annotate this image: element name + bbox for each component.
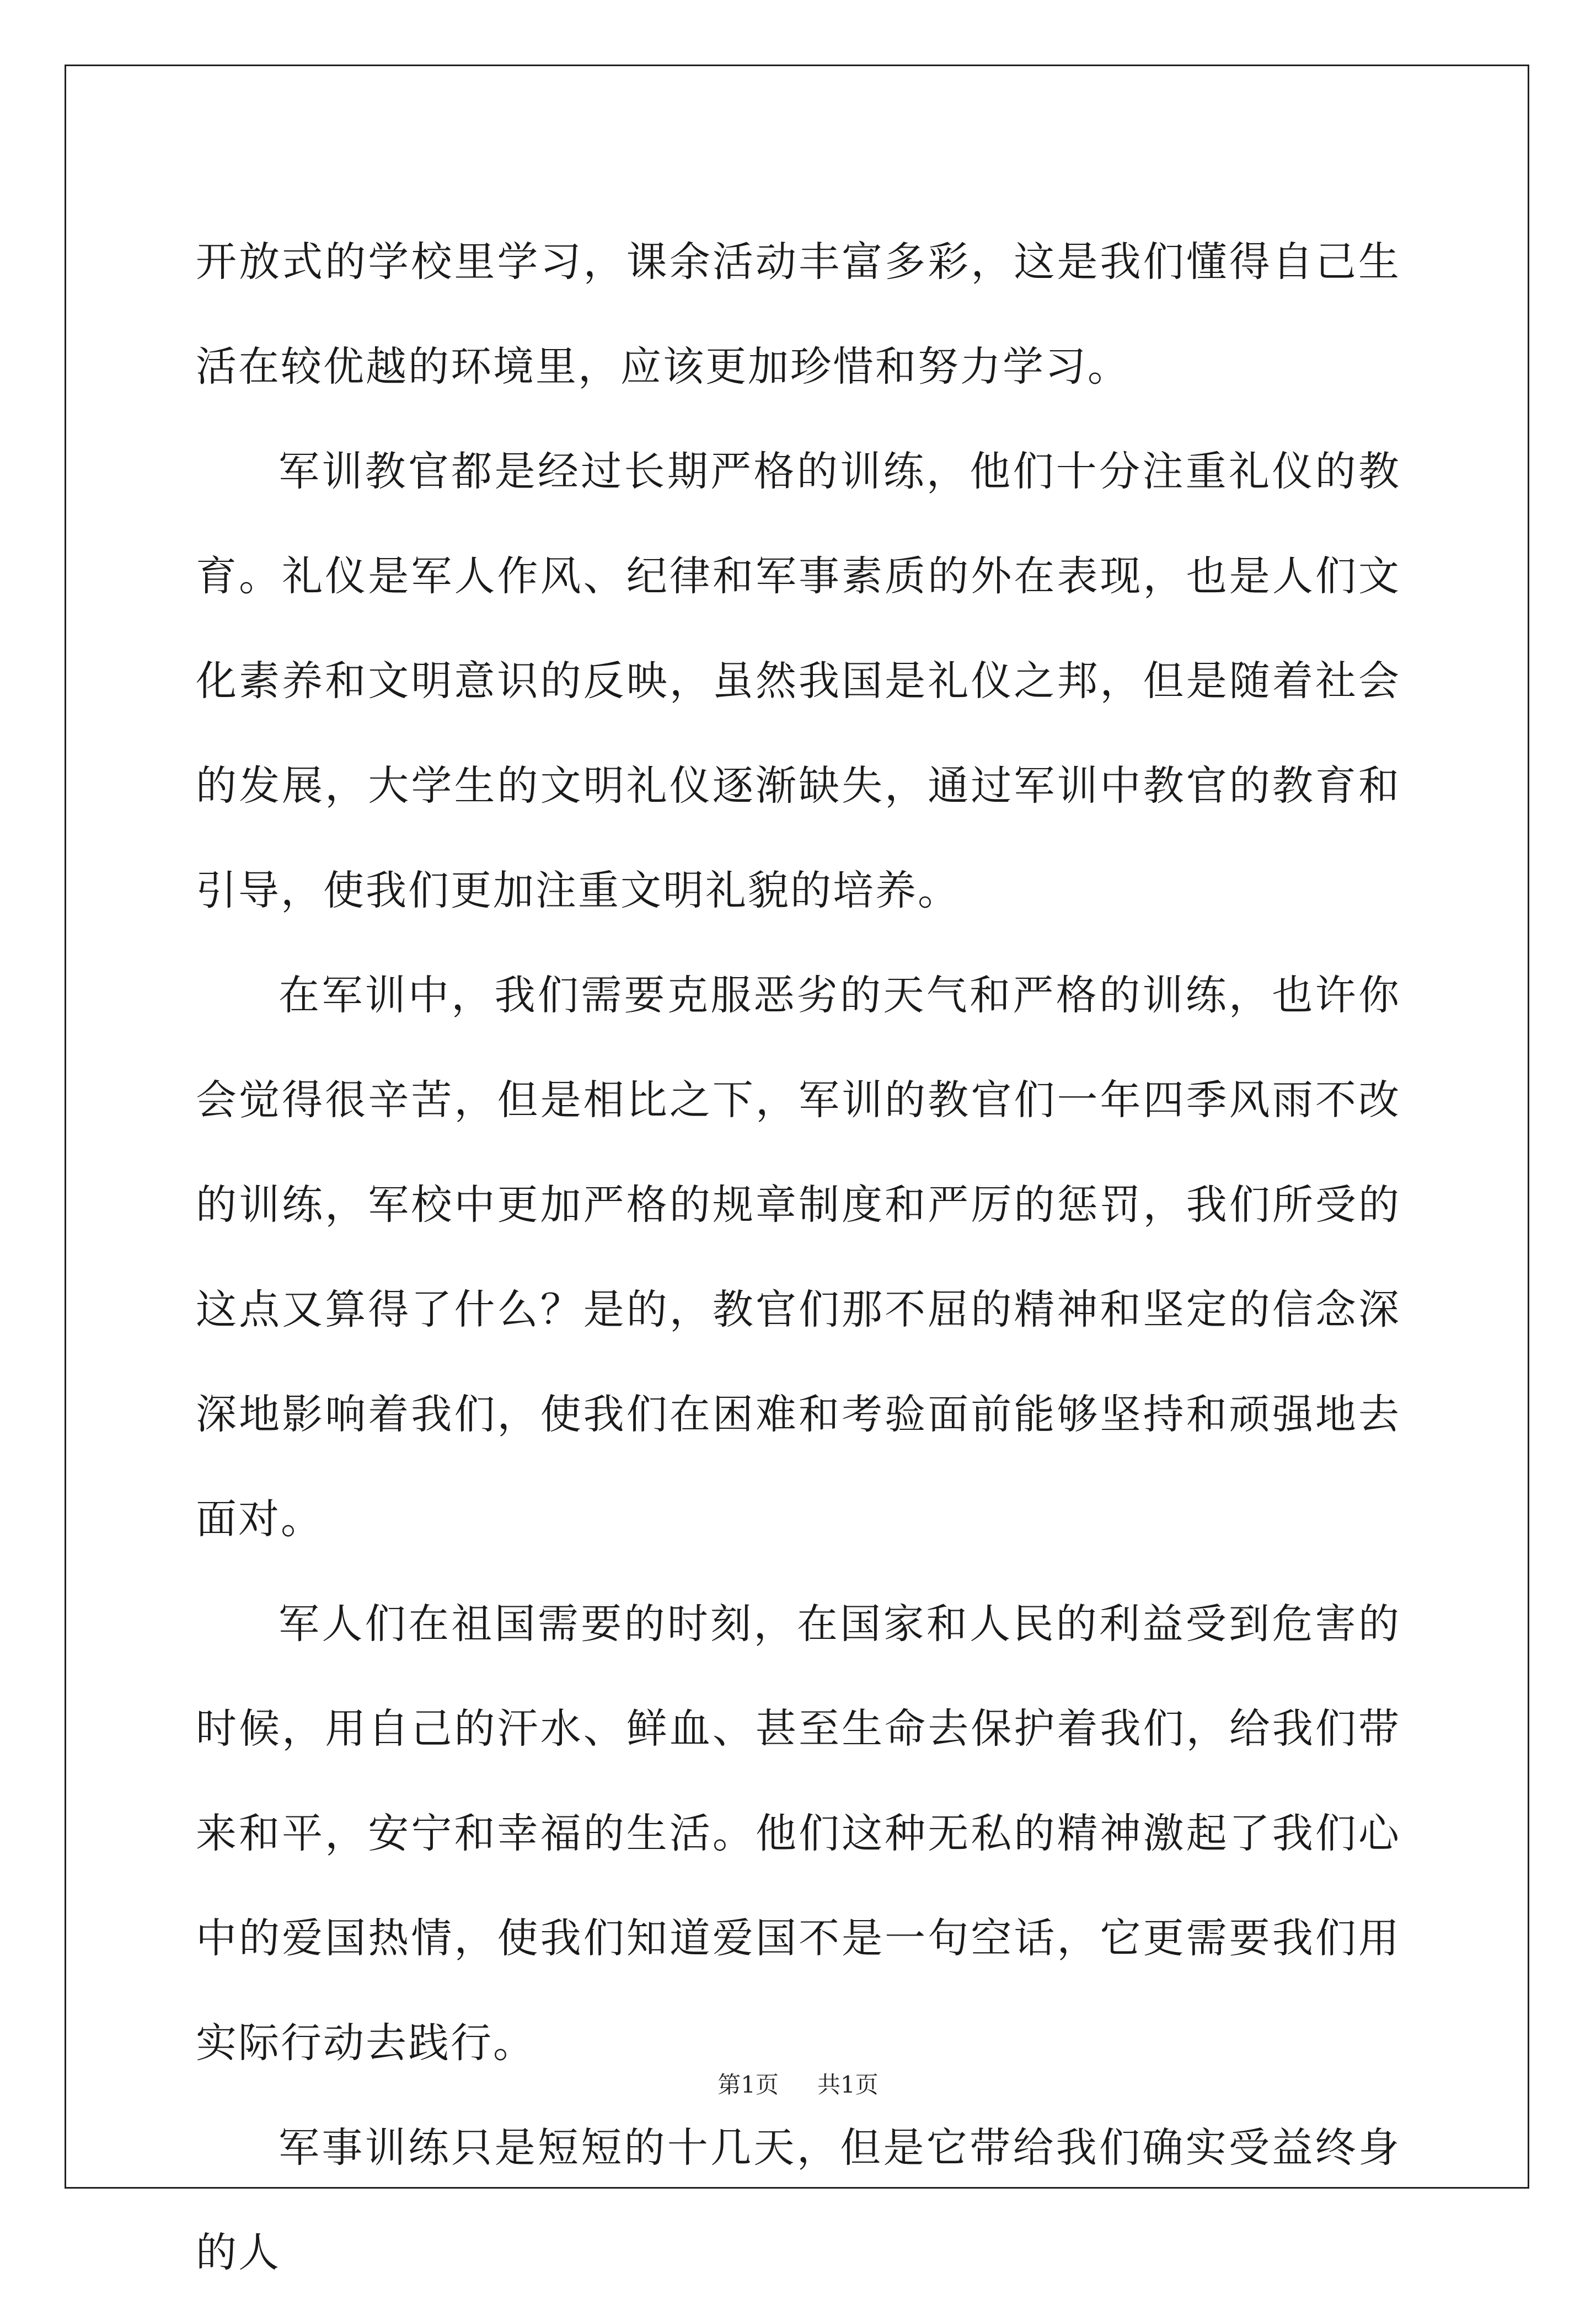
document-body [196,210,1401,2305]
page-footer [0,2067,1596,2100]
paragraph: 在军训中，我们需要克服恶劣的天气和严格的训练，也许你会觉得很辛苦，但是相比之下，军训的教官们一年四季风雨不改的训练，军校中更加严格的规章制度和严厉的惩罚，我们所受的这点又算得了什么？是的，教官们那不屈的精神和坚定的信念深深地影响着我们，使我们在困难和考验面前能够坚持和顽强地去面对。 [196,972,1401,1543]
paragraph: 军人们在祖国需要的时刻，在国家和人民的利益受到危害的时候，用自己的汗水、鲜血、甚至生命去保护着我们，给我们带来和平，安宁和幸福的生活。他们这种无私的精神激起了我们心中的爱国热情，使我们知道爱国不是一句空话，它更需要我们用实际行动去践行。 [196,1600,1401,2067]
paragraph: 军训教官都是经过长期严格的训练，他们十分注重礼仪的教育。礼仪是军人作风、纪律和军事素质的外在表现，也是人们文化素养和文明意识的反映，虽然我国是礼仪之邦，但是随着社会的发展，大学生的文明礼仪逐渐缺失，通过军训中教官的教育和引导，使我们更加注重文明礼貌的培养。 [196,448,1401,914]
page-total: 共1页 [817,2071,879,2098]
page-number: 第1页 [717,2071,779,2098]
paragraph: 开放式的学校里学习，课余活动丰富多彩，这是我们懂得自己生活在较优越的环境里，应该更加珍惜和努力学习。 [196,238,1401,390]
paragraph: 军事训练只是短短的十几天，但是它带给我们确实受益终身的人 [196,2124,1401,2276]
